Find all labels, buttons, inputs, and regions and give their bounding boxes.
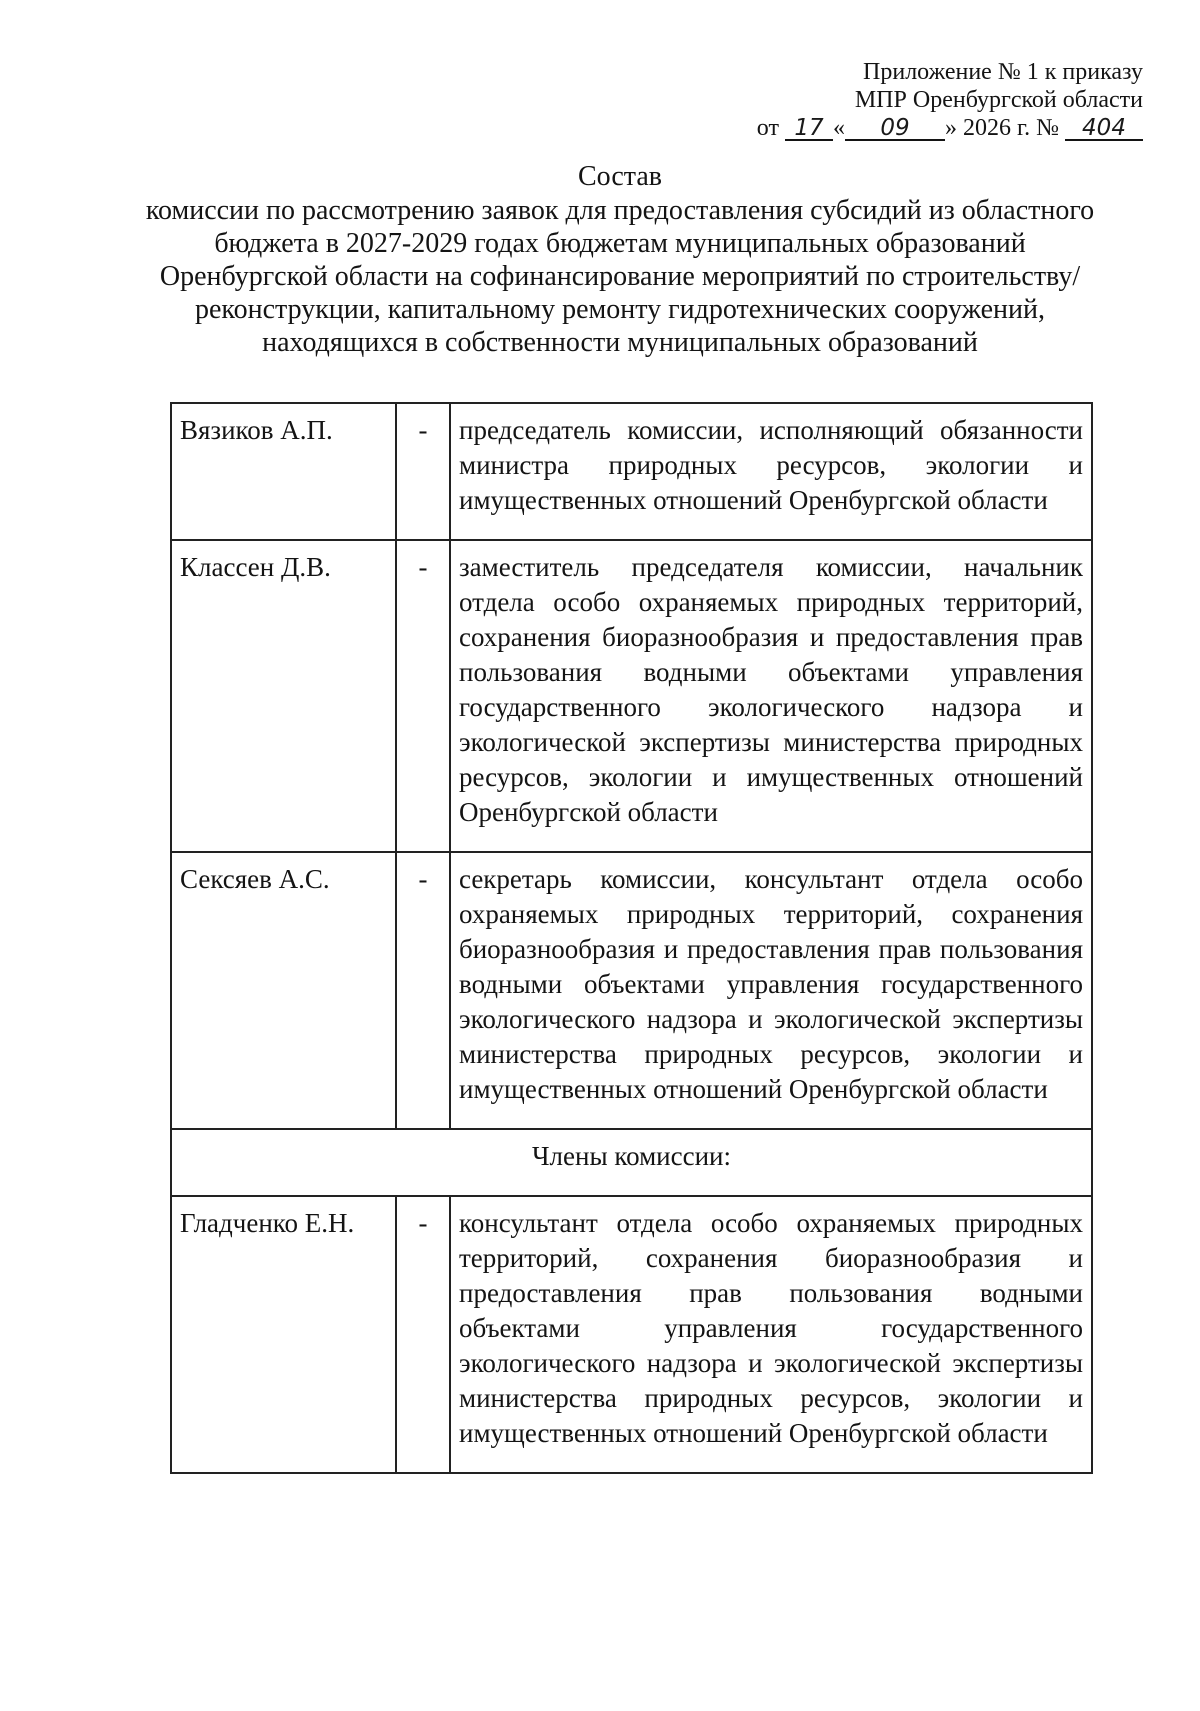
member-role: заместитель председателя комиссии, начальник отдела особо охраняемых природных территорий, сохранения биоразнообразия и предоставления прав пользования водными объектами управления государственного экологического надзора и экологической экспертизы министерства природных ресурсов, экологии и имущественных отношений Оренбургской области (450, 540, 1092, 852)
table-row (171, 403, 1092, 540)
date-prefix: от (756, 115, 779, 141)
section-heading-row (171, 1129, 1092, 1196)
handwritten-order-number: 404 (1065, 117, 1143, 141)
date-suffix: » 2026 г. № (944, 115, 1059, 141)
handwritten-month: 09 (845, 117, 945, 141)
document-subtitle: комиссии по рассмотрению заявок для предоставления субсидий из областного бюджета в 2027-2029 годах бюджетам муниципальных образований Оренбургской области на софинансирование мероприятий по строительству/реконструкции, капитальному ремонту гидротехнических сооружений, находящихся в собственности муниципальных образований (145, 195, 1095, 358)
appendix-line-1: Приложение № 1 к приказу (863, 59, 1143, 85)
document-title: Состав (577, 161, 663, 192)
member-role: секретарь комиссии, консультант отдела особо охраняемых природных территорий, сохранения биоразнообразия и предоставления прав пользования водными объектами управления государственного экологического надзора и экологической экспертизы министерства природных ресурсов, экологии и имущественных отношений Оренбургской области (450, 852, 1092, 1129)
member-name: Вязиков А.П. (171, 403, 396, 540)
member-name: Классен Д.В. (171, 540, 396, 852)
member-role: консультант отдела особо охраняемых природных территорий, сохранения биоразнообразия и предоставления прав пользования водными объектами управления государственного экологического надзора и экологической экспертизы министерства природных ресурсов, экологии и имущественных отношений Оренбургской области (450, 1196, 1092, 1473)
table-row (171, 852, 1092, 1129)
member-name: Гладченко Е.Н. (171, 1196, 396, 1473)
member-role: председатель комиссии, исполняющий обязанности министра природных ресурсов, экологии и имущественных отношений Оренбургской области (450, 403, 1092, 540)
table-row (171, 1196, 1092, 1473)
appendix-header (703, 58, 1143, 142)
dash-separator: - (396, 540, 450, 852)
appendix-line-2: МПР Оренбургской области (854, 87, 1143, 113)
dash-separator: - (396, 403, 450, 540)
order-date-line (703, 114, 1143, 142)
dash-separator: - (396, 852, 450, 1129)
handwritten-day: 17 (785, 117, 833, 141)
commission-table (170, 402, 1093, 1474)
document-title-block (140, 160, 1100, 359)
date-open-quote: « (832, 115, 845, 141)
section-heading: Члены комиссии: (171, 1129, 1092, 1196)
dash-separator: - (396, 1196, 450, 1473)
table-row (171, 540, 1092, 852)
member-name: Сексяев А.С. (171, 852, 396, 1129)
